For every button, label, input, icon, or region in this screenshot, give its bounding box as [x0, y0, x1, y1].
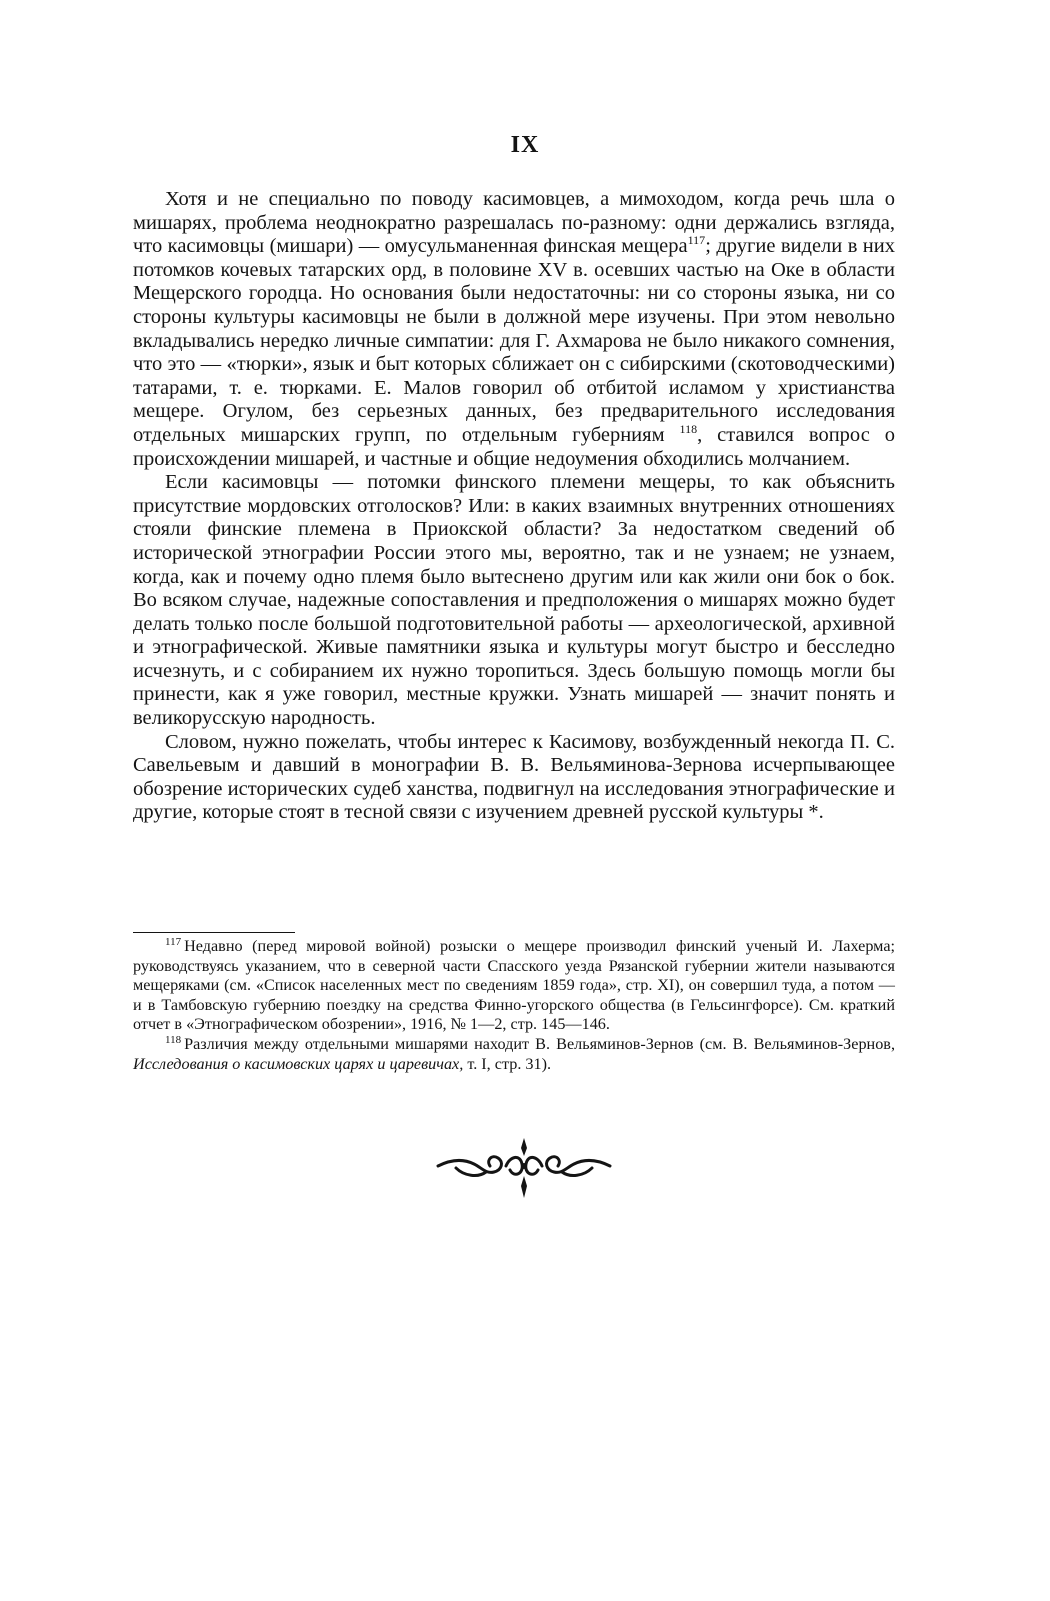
paragraph-1-text-a: Хотя и не специально по поводу касимовцев, а мимоходом, когда речь шла о мишарях, проблема неоднократно разрешалась по-разному: одни держались взгляда, что касимовцы (мишари) — омусульманенная финская мещера: [133, 188, 895, 258]
footnote-118-book-title: Исследования о касимовских царях и царевичах,: [133, 1054, 464, 1073]
main-text: [133, 188, 895, 825]
footnote-118-text-a: Различия между отдельными мишарями находит В. Вельяминов-Зернов (см. В. Вельяминов-Зернов,: [184, 1034, 895, 1053]
paragraph-1: [133, 188, 895, 471]
decorative-vignette: [434, 1136, 614, 1200]
footnote-ref-118: 118: [679, 422, 698, 437]
paragraph-1-text-c: , ставился вопрос о происхождении мишарей, и частные и общие недоумения обходились молчанием.: [133, 423, 895, 470]
footnote-118-text-b: т. I, стр. 31).: [463, 1054, 552, 1073]
footnote-117-number: 117: [165, 935, 182, 948]
footnote-117-text: Недавно (перед мировой войной) розыски о мещере производил финский ученый И. Лахерма; руководствуясь указанием, что в северной части Спасского уезда Рязанской губернии жители называются мещеряками (см. «Список населенных мест по сведениям 1859 года», стр. XI), он совершил туда, а потом — и в Тамбовскую губернию поездку на средства Финно-угорского общества (в Гельсингфорсе). См. краткий отчет в «Этнографическом обозрении», 1916, № 1—2, стр. 145—146.: [133, 937, 895, 1034]
paragraph-2: Если касимовцы — потомки финского племени мещеры, то как объяснить присутствие мордовских отголосков? Или: в каких взаимных внутренних отношениях стояли финские племена в Приокской области? За недостатком сведений об исторической этнографии России этого мы, вероятно, так и не узнаем; не узнаем, когда, как и почему одно племя было вытеснено другим или как жили они бок о бок. Во всяком случае, надежные сопоставления и предположения о мишарях можно будет делать только после большой подготовительной работы — археологической, архивной и этнографической. Живые памятники языка и культуры могут быстро и бесследно исчезнуть, и с собиранием их нужно торопиться. Здесь большую помощь могли бы принести, как я уже говорил, местные кружки. Узнать мишарей — значит понять и великорусскую народность.: [133, 471, 895, 730]
footnote-ref-117: 117: [687, 233, 706, 248]
page-number: IX: [510, 132, 540, 158]
paragraph-3: Словом, нужно пожелать, чтобы интерес к Касимову, возбужденный некогда П. С. Савельевым и давший в монографии В. В. Вельяминова-Зернова исчерпывающее обозрение исторических судеб ханства, подвигнул на исследования этнографические и другие, которые стоят в тесной связи с изучением древней русской культуры *.: [133, 730, 895, 824]
footnote-118-number: 118: [165, 1033, 182, 1046]
footnote-separator: [133, 932, 295, 933]
footnote-118: [133, 1035, 895, 1074]
footnotes: [133, 937, 895, 1074]
paragraph-1-text-b: ; другие видели в них потомков кочевых татарских орд, в половине XV в. осевших частью на Оке в области Мещерского городца. Но основания были недостаточны: ни со стороны языка, ни со стороны культуры касимовцы не были в должной мере изучены. При этом невольно вкладывались нередко личные симпатии: для Г. Ахмарова не было никакого сомнения, что это — «тюрки», язык и быт которых сближает он с сибирскими (скотоводческими) татарами, т. е. тюрками. Е. Малов говорил об отбитой исламом у христианства мещере. Огулом, без серьезных данных, без предварительного исследования отдельных мишарских групп, по отдельным губерниям: [133, 235, 895, 446]
footnote-117: [133, 937, 895, 1035]
